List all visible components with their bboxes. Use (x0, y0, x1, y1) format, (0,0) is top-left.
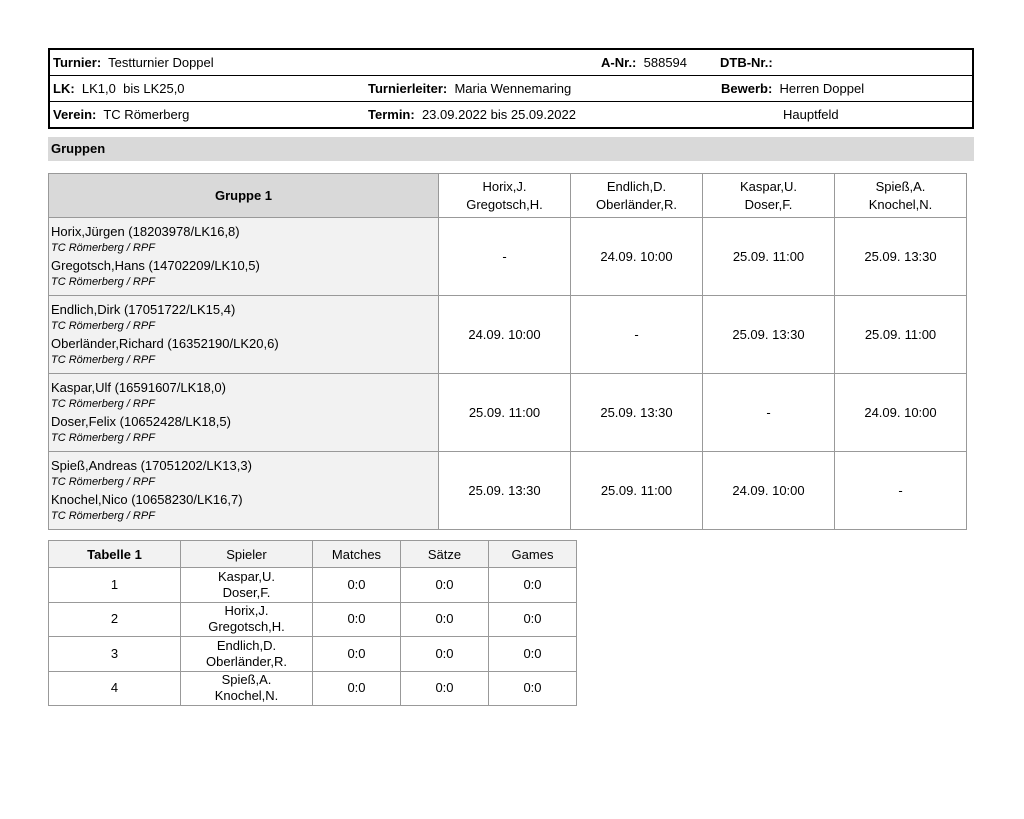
rank-cell: 1 (49, 568, 181, 603)
match-cell: - (571, 296, 703, 374)
player-name: Oberländer,Richard (16352190/LK20,6) (51, 335, 279, 351)
lk-field (53, 76, 185, 102)
team-cell (181, 637, 313, 672)
match-cell: 24.09. 10:00 (571, 218, 703, 296)
match-cell: 24.09. 10:00 (835, 374, 967, 452)
match-cell: 25.09. 11:00 (835, 296, 967, 374)
player-name: Gregotsch,Hans (14702209/LK10,5) (51, 257, 260, 273)
bewerb-field (721, 76, 864, 102)
match-cell: 25.09. 11:00 (571, 452, 703, 530)
table-row (49, 637, 577, 672)
standings-table (48, 540, 577, 706)
lk-value: LK1,0 bis LK25,0 (81, 81, 185, 96)
player-club: TC Römerberg / RPF (51, 275, 155, 288)
anr-value: 588594 (643, 55, 688, 70)
group-header-row (49, 174, 967, 218)
column-player-2: Gregotsch,H. (466, 196, 543, 212)
player-name: Doser,F. (222, 584, 271, 600)
header-row-verein (50, 102, 972, 128)
leiter-label: Turnierleiter: (368, 81, 448, 96)
rank-cell: 2 (49, 602, 181, 637)
match-cell: - (439, 218, 571, 296)
player-name: Doser,Felix (10652428/LK18,5) (51, 413, 231, 429)
column-player-1: Horix,J. (482, 178, 527, 194)
player-club: TC Römerberg / RPF (51, 475, 155, 488)
match-cell: - (703, 374, 835, 452)
team-cell (49, 452, 439, 530)
column-player-2: Knochel,N. (868, 196, 933, 212)
anr-label: A-Nr.: (601, 55, 637, 70)
games-cell: 0:0 (489, 637, 577, 672)
match-cell: 25.09. 13:30 (703, 296, 835, 374)
match-cell: 25.09. 13:30 (439, 452, 571, 530)
column-header-games: Games (489, 541, 577, 568)
games-cell: 0:0 (489, 602, 577, 637)
matches-cell: 0:0 (313, 602, 401, 637)
player-name: Spieß,Andreas (17051202/LK13,3) (51, 457, 252, 473)
saetze-cell: 0:0 (401, 568, 489, 603)
match-cell: 25.09. 11:00 (439, 374, 571, 452)
team-cell (49, 218, 439, 296)
table-row (49, 671, 577, 706)
verein-field (53, 102, 189, 128)
turnier-value: Testturnier Doppel (108, 55, 214, 70)
match-cell: 25.09. 11:00 (703, 218, 835, 296)
match-cell: 24.09. 10:00 (439, 296, 571, 374)
table-row (49, 296, 967, 374)
match-cell: 25.09. 13:30 (835, 218, 967, 296)
column-header-spieler: Spieler (181, 541, 313, 568)
table-row (49, 218, 967, 296)
bewerb-value: Herren Doppel (779, 81, 865, 96)
player-club: TC Römerberg / RPF (51, 431, 155, 444)
column-player-1: Spieß,A. (875, 178, 926, 194)
player-name: Knochel,Nico (10658230/LK16,7) (51, 491, 243, 507)
section-title: Gruppen (48, 137, 974, 161)
player-club: TC Römerberg / RPF (51, 241, 155, 254)
feld-value: Hauptfeld (783, 107, 839, 122)
player-club: TC Römerberg / RPF (51, 319, 155, 332)
tournament-header (48, 48, 974, 129)
leiter-field (368, 76, 571, 102)
player-name: Endlich,Dirk (17051722/LK15,4) (51, 301, 236, 317)
group-column-header (835, 174, 967, 218)
header-row-tournament (50, 50, 972, 76)
group-column-header (439, 174, 571, 218)
team-cell (49, 374, 439, 452)
player-name: Spieß,A. (221, 672, 272, 688)
saetze-cell: 0:0 (401, 637, 489, 672)
column-header-saetze: Sätze (401, 541, 489, 568)
verein-value: TC Römerberg (103, 107, 190, 122)
matches-cell: 0:0 (313, 671, 401, 706)
matches-cell: 0:0 (313, 637, 401, 672)
termin-field (368, 102, 576, 128)
player-name: Kaspar,U. (217, 568, 276, 584)
player-club: TC Römerberg / RPF (51, 509, 155, 522)
column-player-1: Endlich,D. (606, 178, 667, 194)
table-row (49, 602, 577, 637)
dtb-label: DTB-Nr.: (720, 55, 773, 70)
anr-field (601, 50, 687, 76)
group-title: Gruppe 1 (49, 174, 439, 218)
player-club: TC Römerberg / RPF (51, 397, 155, 410)
games-cell: 0:0 (489, 671, 577, 706)
player-name: Knochel,N. (214, 688, 279, 704)
column-player-2: Doser,F. (744, 196, 793, 212)
match-cell: 25.09. 13:30 (571, 374, 703, 452)
header-row-lk (50, 76, 972, 102)
player-name: Horix,Jürgen (18203978/LK16,8) (51, 223, 240, 239)
player-name: Horix,J. (224, 603, 269, 619)
turnier-field (53, 50, 214, 76)
table-row (49, 374, 967, 452)
team-cell (181, 568, 313, 603)
standings-title: Tabelle 1 (49, 541, 181, 568)
team-cell (49, 296, 439, 374)
termin-value: 23.09.2022 bis 25.09.2022 (421, 107, 576, 122)
group-matrix (48, 173, 967, 530)
group-column-header (571, 174, 703, 218)
column-player-1: Kaspar,U. (739, 178, 798, 194)
rank-cell: 3 (49, 637, 181, 672)
saetze-cell: 0:0 (401, 602, 489, 637)
bewerb-label: Bewerb: (721, 81, 773, 96)
rank-cell: 4 (49, 671, 181, 706)
saetze-cell: 0:0 (401, 671, 489, 706)
team-cell (181, 602, 313, 637)
table-row (49, 452, 967, 530)
turnier-label: Turnier: (53, 55, 102, 70)
group-column-header (703, 174, 835, 218)
player-name: Gregotsch,H. (208, 619, 285, 635)
team-cell (181, 671, 313, 706)
column-player-2: Oberländer,R. (596, 196, 677, 212)
lk-label: LK: (53, 81, 75, 96)
player-club: TC Römerberg / RPF (51, 353, 155, 366)
dtb-field (720, 50, 776, 76)
standings-header-row (49, 541, 577, 568)
player-name: Kaspar,Ulf (16591607/LK18,0) (51, 379, 226, 395)
player-name: Oberländer,R. (206, 653, 287, 669)
table-row (49, 568, 577, 603)
column-header-matches: Matches (313, 541, 401, 568)
games-cell: 0:0 (489, 568, 577, 603)
verein-label: Verein: (53, 107, 97, 122)
player-name: Endlich,D. (216, 637, 277, 653)
match-cell: 24.09. 10:00 (703, 452, 835, 530)
match-cell: - (835, 452, 967, 530)
matches-cell: 0:0 (313, 568, 401, 603)
termin-label: Termin: (368, 107, 415, 122)
leiter-value: Maria Wennemaring (454, 81, 572, 96)
